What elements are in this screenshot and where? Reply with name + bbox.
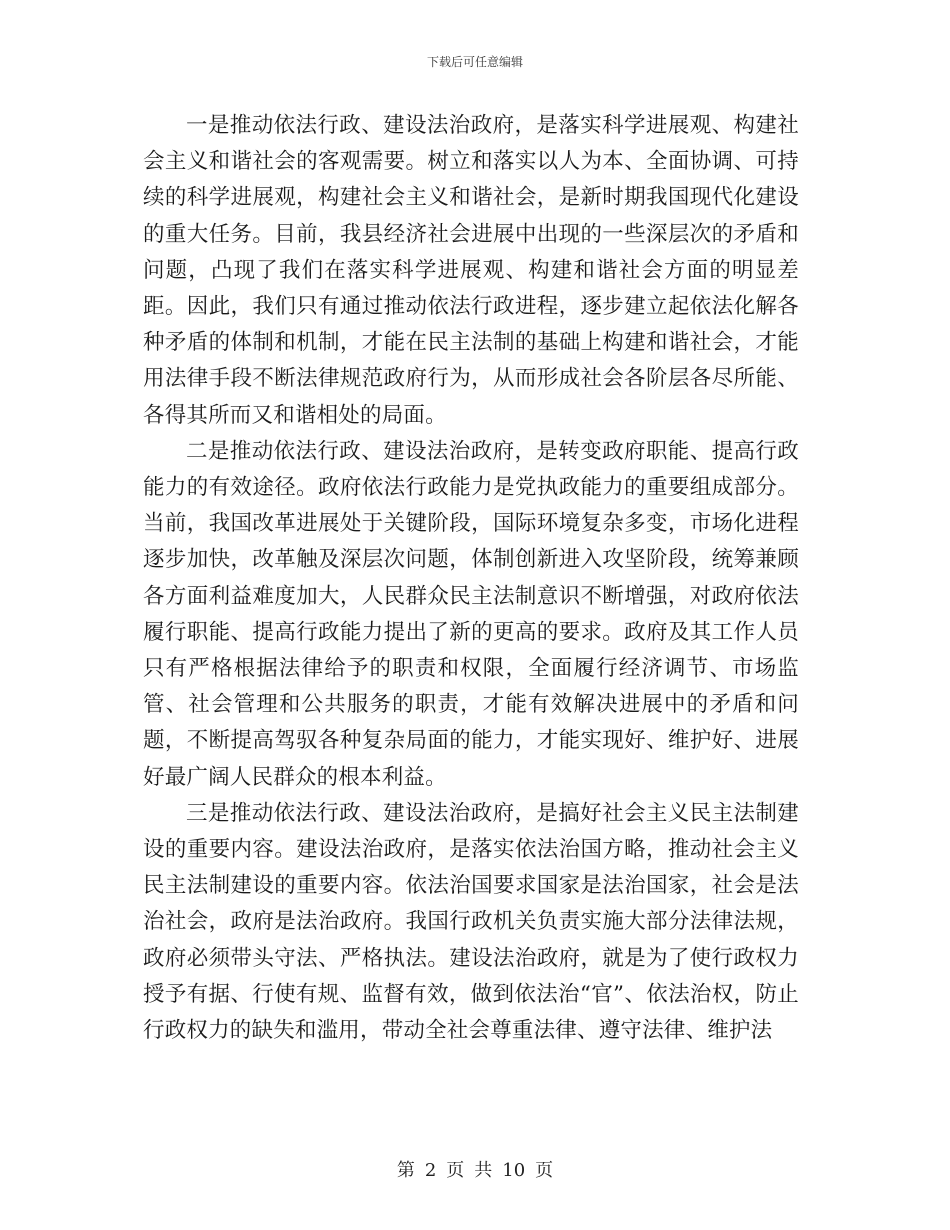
current-page-number: 2 <box>424 1160 437 1181</box>
paragraph-1: 一是推动依法行政、建设法治政府，是落实科学进展观、构建社会主义和谐社会的客观需要。树立和落实以人为本、全面协调、可持续的科学进展观，构建社会主义和谐社会，是新时期我国现代化建设的重大任务。目前，我县经济社会进展中出现的一些深层次的矛盾和问题，凸现了我们在落实科学进展观、构建和谐社会方面的明显差距。因此，我们只有通过推动依法行政进程，逐步建立起依法化解各种矛盾的体制和机制，才能在民主法制的基础上构建和谐社会，才能用法律手段不断法律规范政府行为，从而形成社会各阶层各尽所能、各得其所而又和谐相处的局面。 <box>143 113 799 428</box>
paragraph-3: 三是推动依法行政、建设法治政府，是搞好社会主义民主法制建设的重要内容。建设法治政府，是落实依法治国方略，推动社会主义民主法制建设的重要内容。依法治国要求国家是法治国家，社会是法治社会，政府是法治政府。我国行政机关负责实施大部分法律法规，政府必须带头守法、严格执法。建设法治政府，就是为了使行政权力授予有据、行使有规、监督有效，做到依法治“官”、依法治权，防止行政权力的缺失和滥用，带动全社会尊重法律、遵守法律、维护法 <box>143 800 799 1044</box>
document-body <box>143 108 799 1049</box>
page-header-note: 下载后可任意编辑 <box>426 55 523 69</box>
footer-label-di: 第 <box>396 1160 415 1181</box>
footer-label-ye-2: 页 <box>535 1160 554 1181</box>
page-footer <box>0 1156 950 1182</box>
paragraph-2: 二是推动依法行政、建设法治政府，是转变政府职能、提高行政能力的有效途径。政府依法行政能力是党执政能力的重要组成部分。当前，我国改革进展处于关键阶段，国际环境复杂多变，市场化进程逐步加快，改革触及深层次问题，体制创新进入攻坚阶段，统筹兼顾各方面利益难度加大，人民群众民主法制意识不断增强，对政府依法履行职能、提高行政能力提出了新的更高的要求。政府及其工作人员只有严格根据法律给予的职责和权限，全面履行经济调节、市场监管、社会管理和公共服务的职责，才能有效解决进展中的矛盾和问题，不断提高驾驭各种复杂局面的能力，才能实现好、维护好、进展好最广阔人民群众的根本利益。 <box>143 438 799 790</box>
total-page-count: 10 <box>502 1160 526 1181</box>
footer-label-ye: 页 <box>446 1160 465 1181</box>
footer-label-gong: 共 <box>474 1160 493 1181</box>
